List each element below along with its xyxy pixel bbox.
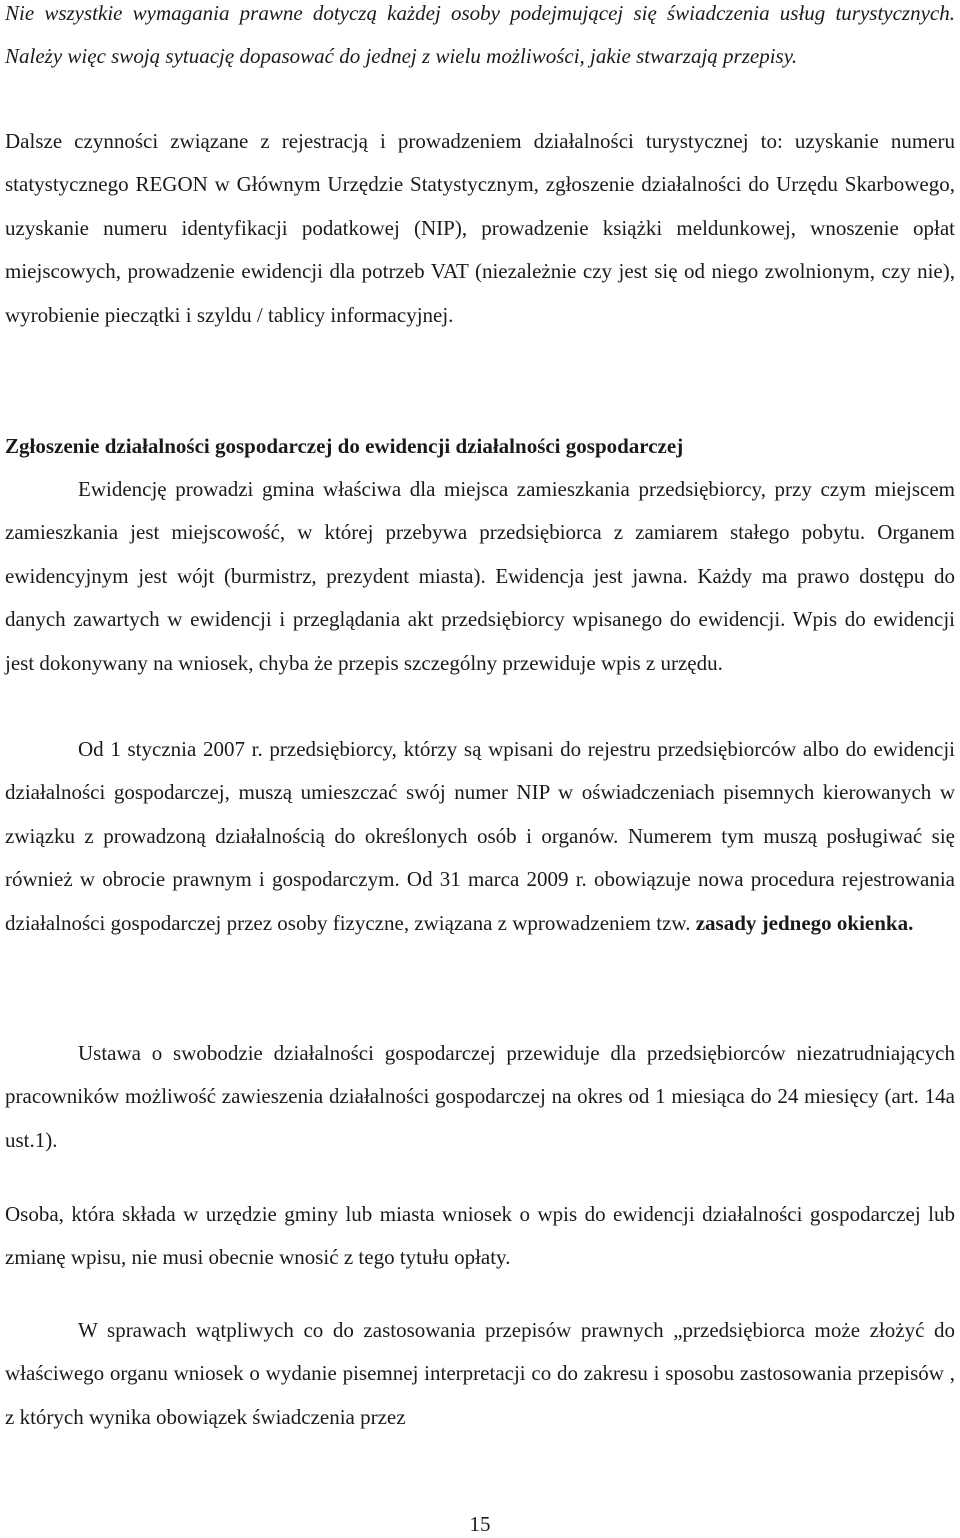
further-steps-paragraph: Dalsze czynności związane z rejestracją i prowadzeniem działalności turystycznej to: uzyskanie numeru statystycznego REGON w Głównym Urzędzie Statystycznym, zgłoszenie działalności do Urzędu Skarbowego, uzyskanie numeru identyfikacji podatkowej (NIP), prowadzenie książki meldunkowej, wnoszenie opłat miejscowych, prowadzenie ewidencji dla potrzeb VAT (niezależnie czy jest się od niego zwolnionym, czy nie), wyrobienie pieczątki i szyldu / tablicy informacyjnej. [5, 129, 955, 327]
intro-paragraph: Nie wszystkie wymagania prawne dotyczą każdej osoby podejmującej się świadczenia usług turystycznych. Należy więc swoją sytuację dopasować do jednej z wielu możliwości, jakie stwarzają przepisy. [5, 1, 955, 69]
nip-paragraph [5, 728, 955, 945]
one-stop-shop-term: zasady jednego okienka. [695, 910, 914, 935]
page-number: 15 [469, 1512, 491, 1536]
nip-text: Od 1 stycznia 2007 r. przedsiębiorcy, którzy są wpisani do rejestru przedsiębiorców albo do ewidencji działalności gospodarczej, muszą umieszczać swój numer NIP w oświadczeniach pisemnych kierowanych w związku z prowadzoną działalnością do określonych osób i organów. Numerem tym muszą posługiwać się również w obrocie prawnym i gospodarczym. Od 31 marca 2009 r. obowiązuje nowa procedura rejestrowania działalności gospodarczej przez osoby fizyczne, związana z wprowadzeniem tzw. [5, 737, 955, 935]
evidence-paragraph: Ewidencję prowadzi gmina właściwa dla miejsca zamieszkania przedsiębiorcy, przy czym miejscem zamieszkania jest miejscowość, w której przebywa przedsiębiorca z zamiarem stałego pobytu. Organem ewidencyjnym jest wójt (burmistrz, prezydent miasta). Ewidencja jest jawna. Każdy ma prawo dostępu do danych zawartych w ewidencji i przeglądania akt przedsiębiorcy wpisanego do ewidencji. Wpis do ewidencji jest dokonywany na wniosek, chyba że przepis szczególny przewiduje wpis z urzędu. [5, 477, 955, 675]
interpretation-paragraph: W sprawach wątpliwych co do zastosowania przepisów prawnych „przedsiębiorca może złożyć do właściwego organu wniosek o wydanie pisemnej interpretacji co do zakresu i sposobu zastosowania przepisów , z których wynika obowiązek świadczenia przez [5, 1318, 955, 1429]
section-heading: Zgłoszenie działalności gospodarczej do ewidencji działalności gospodarczej [5, 434, 684, 458]
suspension-paragraph: Ustawa o swobodzie działalności gospodarczej przewiduje dla przedsiębiorców niezatrudniających pracowników możliwość zawieszenia działalności gospodarczej na okres od 1 miesiąca do 24 miesięcy (art. 14a ust.1). [5, 1041, 955, 1152]
fees-paragraph: Osoba, która składa w urzędzie gminy lub miasta wniosek o wpis do ewidencji działalności gospodarczej lub zmianę wpisu, nie musi obecnie wnosić z tego tytułu opłaty. [5, 1202, 955, 1270]
